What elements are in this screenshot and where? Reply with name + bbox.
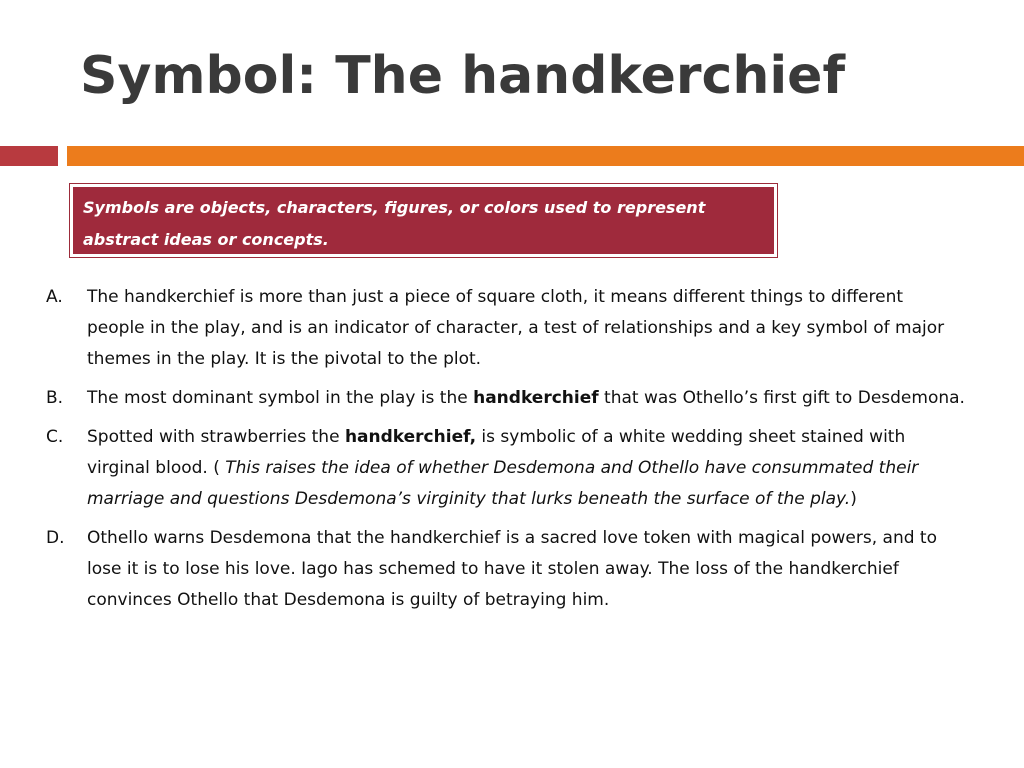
list-marker: B.	[46, 388, 64, 408]
list-item-a	[46, 282, 966, 375]
list-marker: C.	[46, 427, 64, 447]
list-item-c	[46, 422, 966, 515]
text-run: )	[850, 489, 857, 509]
list-item-text: The handkerchief is more than just a piece of square cloth, it means different things to different people in the play, and is an indicator of character, a test of relationships and a key symbol of major themes in the play. It is the pivotal to the plot.	[87, 287, 945, 369]
text-run: that was Othello’s first gift to Desdemona.	[598, 388, 965, 408]
definition-text	[73, 187, 774, 254]
definition-line-1: Symbols are objects, characters, figures, or colors used to represent	[83, 198, 706, 217]
list-item-b	[46, 383, 966, 414]
slide-title: Symbol: The handkerchief	[80, 46, 846, 106]
list-item-text	[87, 422, 966, 515]
definition-callout	[69, 183, 778, 258]
list-item-text	[87, 383, 966, 414]
list-item-text: Othello warns Desdemona that the handkerchief is a sacred love token with magical powers, and to lose it is to lose his love. Iago has schemed to have it stolen away. The loss of the handkerchief convinces Othello that Desdemona is guilty of betraying him.	[87, 528, 937, 610]
list-marker: D.	[46, 528, 65, 548]
accent-bar-red	[0, 146, 58, 166]
bold-term: handkerchief	[473, 388, 599, 408]
list-item-d	[46, 523, 966, 616]
definition-line-2: abstract ideas or concepts.	[83, 230, 329, 249]
text-run: Spotted with strawberries the	[87, 427, 345, 447]
accent-bar-orange	[67, 146, 1024, 166]
italic-aside: This raises the idea of whether Desdemona and Othello have consummated their marriage and questions Desdemona’s virginity that lurks beneath the surface of the play.	[87, 458, 919, 509]
bold-term: handkerchief,	[344, 427, 477, 447]
text-run: The most dominant symbol in the play is the	[87, 388, 474, 408]
list-marker: A.	[46, 287, 63, 307]
text-run: is symbolic of a white wedding sheet stained with virginal blood. (	[87, 427, 906, 478]
bullet-list	[46, 282, 966, 624]
